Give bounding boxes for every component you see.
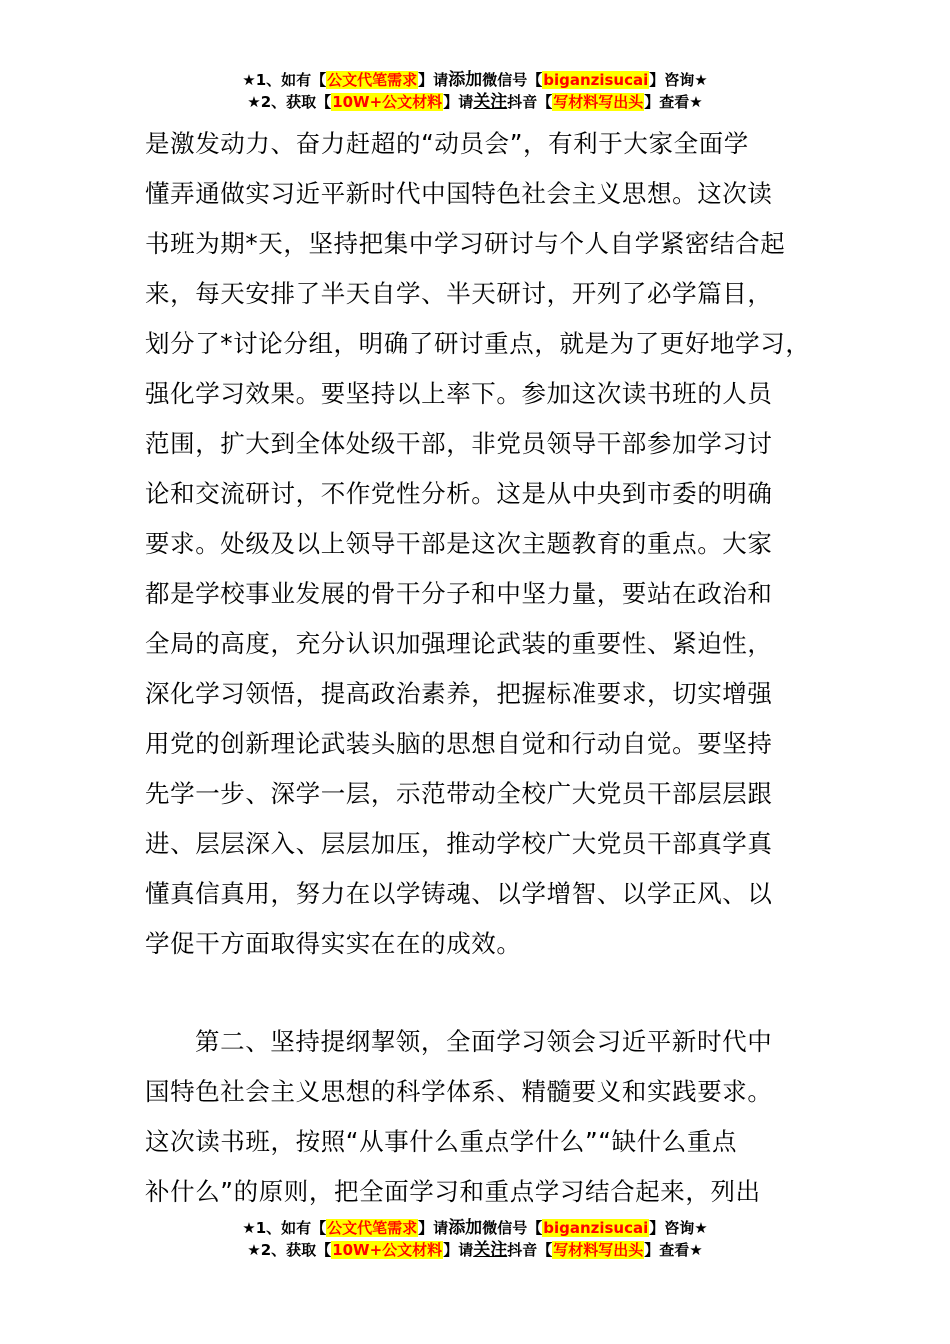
text-line: 范围，扩大到全体处级干部，非党员领导干部参加学习讨 <box>145 429 773 458</box>
text-line: 深化学习领悟，提高政治素养，把握标准要求，切实增强 <box>145 679 773 708</box>
banner-text: 】咨询★ <box>649 1219 708 1237</box>
banner-text: 抖音【 <box>507 1241 553 1259</box>
text-line: 是激发动力、奋力赶超的“动员会”，有利于大家全面学 <box>145 129 749 158</box>
text-line: 划分了*讨论分组，明确了研讨重点，就是为了更好地学习， <box>145 329 811 358</box>
banner-text: ★1、如有【 <box>242 71 327 89</box>
banner-emphasis: 添加 <box>448 70 483 90</box>
banner-text: 】请 <box>418 71 449 89</box>
banner-highlight-wechat-id: biganzisucai <box>543 71 649 89</box>
banner-emphasis: 添加 <box>448 1218 483 1238</box>
banner-highlight-wechat-id: biganzisucai <box>543 1219 649 1237</box>
banner-highlight-douyin-id: 写材料写出头 <box>553 1241 644 1259</box>
text-line: 进、层层深入、层层加压，推动学校广大党员干部真学真 <box>145 829 773 858</box>
banner-highlight-douyin-id: 写材料写出头 <box>553 93 644 111</box>
text-line: 来，每天安排了半天自学、半天研讨，开列了必学篇目， <box>145 279 773 308</box>
banner-text: 】查看★ <box>644 1241 703 1259</box>
banner-highlight: 10W+公文材料 <box>332 1241 443 1259</box>
banner-line-2 <box>0 91 950 113</box>
banner-line-1 <box>0 69 950 91</box>
banner-emphasis: 关注 <box>473 92 508 112</box>
text-line: 懂弄通做实习近平新时代中国特色社会主义思想。这次读 <box>145 179 773 208</box>
text-line: 补什么”的原则，把全面学习和重点学习结合起来，列出 <box>145 1177 761 1206</box>
text-line-first-indented: 第二、坚持提纲挈领，全面学习领会习近平新时代中 <box>195 1027 773 1056</box>
banner-highlight: 公文代笔需求 <box>327 1219 418 1237</box>
banner-text: 】请 <box>443 93 474 111</box>
banner-text: 微信号【 <box>482 1219 543 1237</box>
text-line: 强化学习效果。要坚持以上率下。参加这次读书班的人员 <box>145 379 773 408</box>
text-line: 国特色社会主义思想的科学体系、精髓要义和实践要求。 <box>145 1077 773 1106</box>
footer-banner <box>0 1217 950 1261</box>
text-line: 学促干方面取得实实在在的成效。 <box>145 929 522 958</box>
body-paragraph-2 <box>145 1017 810 1217</box>
text-line: 论和交流研讨，不作党性分析。这是从中央到市委的明确 <box>145 479 773 508</box>
text-line: 这次读书班，按照“从事什么重点学什么”“缺什么重点 <box>145 1127 738 1156</box>
banner-highlight: 10W+公文材料 <box>332 93 443 111</box>
banner-text: 抖音【 <box>507 93 553 111</box>
text-line: 全局的高度，充分认识加强理论武装的重要性、紧迫性， <box>145 629 773 658</box>
text-line: 都是学校事业发展的骨干分子和中坚力量，要站在政治和 <box>145 579 773 608</box>
banner-line-2 <box>0 1239 950 1261</box>
banner-text: 】请 <box>443 1241 474 1259</box>
text-line: 先学一步、深学一层，示范带动全校广大党员干部层层跟 <box>145 779 773 808</box>
header-banner <box>0 69 950 113</box>
banner-text: 微信号【 <box>482 71 543 89</box>
banner-line-1 <box>0 1217 950 1239</box>
text-line: 用党的创新理论武装头脑的思想自觉和行动自觉。要坚持 <box>145 729 773 758</box>
body-paragraph-1 <box>145 119 810 969</box>
text-line: 要求。处级及以上领导干部是这次主题教育的重点。大家 <box>145 529 773 558</box>
banner-text: 】请 <box>418 1219 449 1237</box>
banner-text: ★1、如有【 <box>242 1219 327 1237</box>
banner-text: ★2、获取【 <box>247 93 332 111</box>
banner-text: 】查看★ <box>644 93 703 111</box>
text-line: 懂真信真用，努力在以学铸魂、以学增智、以学正风、以 <box>145 879 773 908</box>
text-line: 书班为期*天，坚持把集中学习研讨与个人自学紧密结合起 <box>145 229 786 258</box>
banner-emphasis: 关注 <box>473 1240 508 1260</box>
banner-text: 】咨询★ <box>649 71 708 89</box>
banner-text: ★2、获取【 <box>247 1241 332 1259</box>
banner-highlight: 公文代笔需求 <box>327 71 418 89</box>
